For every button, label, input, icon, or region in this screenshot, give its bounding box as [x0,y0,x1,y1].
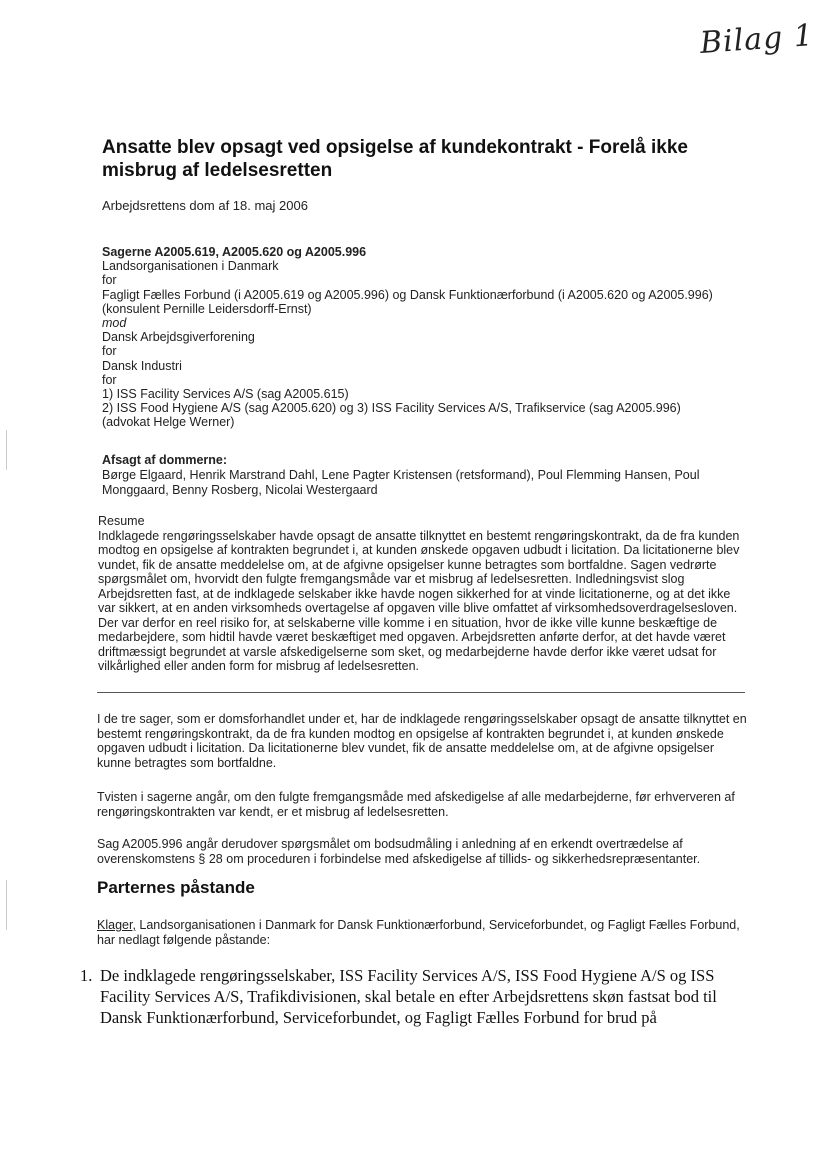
party-line: 1) ISS Facility Services A/S (sag A2005.615) [102,387,349,402]
party-line: Dansk Industri [102,358,182,373]
party-line: for [102,273,117,288]
claim-intro-text: Landsorganisationen i Danmark for Dansk Funktionærforbund, Serviceforbundet, og Fagligt Fælles Forbund, har nedlagt følgende påstande: [97,918,740,947]
body-paragraph: I de tre sager, som er domsforhandlet under et, har de indklagede rengøringsselskaber opsagt de ansatte tilknyttet en bestemt rengøringskontrakt, da de fra kunden modtog en opsigelse af kontrakten begrundet i, at kunden ønskede opgaven udbudt i licitation. Da licitationerne blev vundet, fik de ansatte meddelelse om, at de afgivne opsigelser kunne betragtes som bortfaldne. [97,712,747,770]
party-line: Landsorganisationen i Danmark [102,259,279,274]
handwritten-annotation: Bilag 1 [698,18,816,61]
versus-label: mod [102,316,127,331]
case-parties-block [102,245,752,430]
claim-item [80,965,745,1028]
document-subtitle: Arbejdsrettens dom af 18. maj 2006 [102,198,308,213]
claim-number: 1. [80,966,93,985]
document-title: Ansatte blev opsagt ved opsigelse af kundekontrakt - Forelå ikke misbrug af ledelsesretten [102,137,689,181]
party-line: for [102,344,117,359]
judges-heading: Afsagt af dommerne: [102,453,228,467]
resume-heading: Resume [98,514,145,528]
party-line: (advokat Helge Werner) [102,415,235,430]
party-line: (konsulent Pernille Leidersdorff-Ernst) [102,301,312,316]
scan-margin-mark [6,880,7,930]
section-heading: Parternes påstande [97,878,255,897]
claimant-label: Klager, [97,918,136,932]
claim-text: De indklagede rengøringsselskaber, ISS Facility Services A/S, ISS Food Hygiene A/S og ISS Facility Services A/S, Trafikdivisionen, skal betale en efter Arbejdsrettens skøn fastsat bod til Dansk Funktionærforbund, Serviceforbundet, og Fagligt Fælles Forbund for brud på [100,966,717,1027]
party-line: Dansk Arbejdsgiverforening [102,330,255,345]
body-paragraph: Sag A2005.996 angår derudover spørgsmålet om bodsudmåling i anledning af en erkendt overtrædelse af overenskomstens § 28 om proceduren i forbindelse med afskedigelse af tillids- og sikkerhedsrepræsentanter. [97,837,701,866]
cases-heading: Sagerne A2005.619, A2005.620 og A2005.996 [102,245,367,259]
judges-block [102,453,752,498]
party-line: for [102,372,117,387]
claim-intro [97,918,747,947]
resume-block [98,514,746,674]
party-line: 2) ISS Food Hygiene A/S (sag A2005.620) og 3) ISS Facility Services A/S, Trafikservice (sag A2005.996) [102,401,681,416]
party-line: Fagligt Fælles Forbund (i A2005.619 og A2005.996) og Dansk Funktionærforbund (i A2005.620 og A2005.996) [102,287,713,302]
divider-line [97,692,745,693]
judges-names: Børge Elgaard, Henrik Marstrand Dahl, Lene Pagter Kristensen (retsformand), Poul Flemming Hansen, Poul Monggaard, Benny Rosberg, Nicolai Westergaard [102,468,700,497]
resume-text: Indklagede rengøringsselskaber havde opsagt de ansatte tilknyttet en bestemt rengøringskontrakt, da de fra kunden modtog en opsigelse af kontrakten begrundet i, at kunden ønskede opgaven udbudt i licitation. Da licitationerne blev vundet, fik de ansatte meddelelse om, at de afgivne opsigelser kunne betragtes som bortfaldne. Sagen vedrørte spørgsmålet om, hvorvidt den fulgte fremgangsmåde var et misbrug af ledelsesretten. Indledningsvist slog Arbejdsretten fast, at de indklagede selskaber ikke havde nogen sikkerhed for at vinde licitationerne, og at det ikke var sikkert, at en anden virksomheds overtagelse af opgaven ville blive omfattet af virksomhedsoverdragelsesloven. Der var derfor en reel risiko for, at selskaberne ville komme i en situation, hvor de ikke ville kunne beskæftige de medarbejdere, som hidtil havde været beskæftiget med opgaven. Arbejdsretten anførte derfor, at det havde været driftmæssigt begrundet at varsle afskedigelserne som sket, og medarbejderne havde derfor ikke været udsat for vilkårlighed eller anden form for misbrug af ledelsesretten. [98,528,740,673]
scan-margin-mark [6,430,7,470]
body-paragraph: Tvisten i sagerne angår, om den fulgte fremgangsmåde med afskedigelse af alle medarbejderne, før erhververen af rengøringskontrakten var kendt, er et misbrug af ledelsesretten. [97,790,735,819]
